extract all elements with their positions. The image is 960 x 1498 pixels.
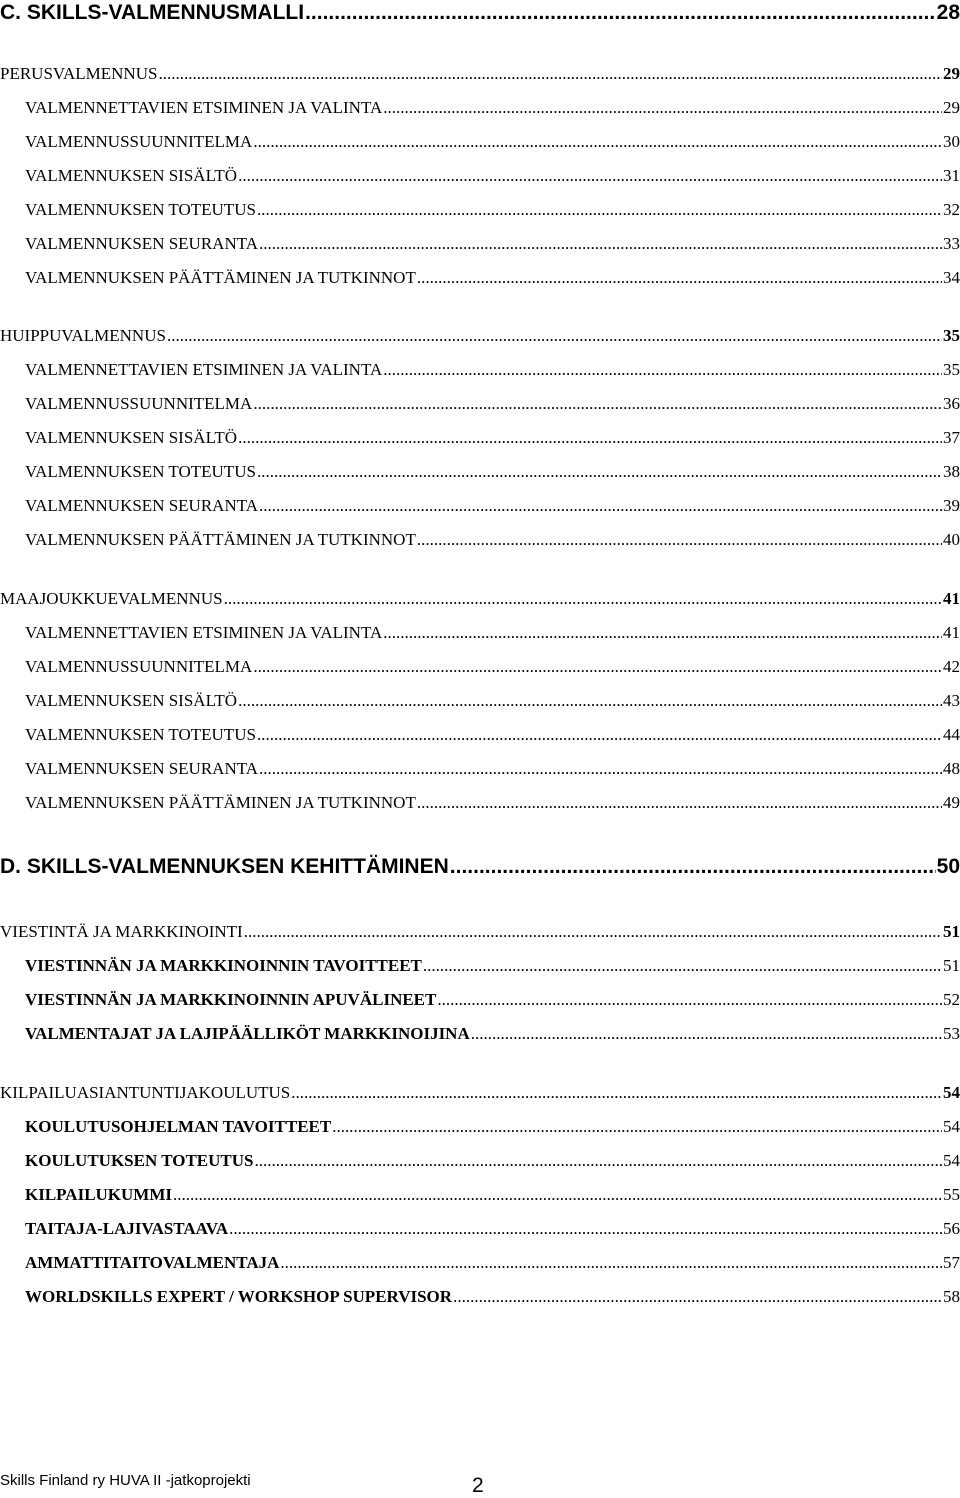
toc-leader	[238, 691, 942, 711]
toc-page-number: 54	[943, 1117, 960, 1136]
toc-entry[interactable]	[25, 1185, 960, 1205]
toc-entry[interactable]	[25, 1151, 960, 1171]
toc-leader	[259, 496, 942, 516]
toc-page-number: 29	[943, 64, 960, 83]
toc-page-number: 36	[943, 394, 960, 413]
toc-entry[interactable]	[25, 759, 960, 779]
toc-chapter-kilpailu[interactable]	[0, 1083, 960, 1103]
toc-label: VALMENNUKSEN PÄÄTTÄMINEN JA TUTKINNOT	[25, 268, 416, 287]
toc-section-d[interactable]	[0, 855, 960, 879]
toc-entry[interactable]	[25, 956, 960, 976]
toc-page-number: 29	[943, 98, 960, 117]
toc-leader	[224, 589, 942, 609]
toc-leader	[332, 1117, 942, 1137]
toc-leader	[259, 234, 942, 254]
toc-chapter-huippuvalmennus[interactable]	[0, 326, 960, 346]
toc-label: VALMENNETTAVIEN ETSIMINEN JA VALINTA	[25, 623, 383, 642]
footer-text: Skills Finland ry HUVA II -jatkoprojekti	[0, 1472, 251, 1489]
toc-label: MAAJOUKKUEVALMENNUS	[0, 589, 223, 608]
toc-label: WORLDSKILLS EXPERT / WORKSHOP SUPERVISOR	[25, 1287, 453, 1306]
toc-leader	[417, 530, 942, 550]
toc-label: VALMENNUSSUUNNITELMA	[25, 132, 253, 151]
toc-entry[interactable]	[25, 657, 960, 677]
toc-page-number: 31	[943, 166, 960, 185]
toc-leader	[453, 1287, 942, 1307]
toc-entry[interactable]	[25, 166, 960, 186]
toc-label: KOULUTUKSEN TOTEUTUS	[25, 1151, 254, 1170]
toc-page-number: 40	[943, 530, 960, 549]
toc-label: VALMENNUSSUUNNITELMA	[25, 657, 253, 676]
toc-entry[interactable]	[25, 462, 960, 482]
toc-leader	[423, 956, 942, 976]
toc-page-number: 56	[943, 1219, 960, 1238]
toc-page-number: 41	[943, 623, 960, 642]
toc-entry[interactable]	[25, 234, 960, 254]
toc-page-number: 34	[943, 268, 960, 287]
toc-page-number: 30	[943, 132, 960, 151]
toc-entry[interactable]	[25, 725, 960, 745]
toc-entry[interactable]	[25, 1024, 960, 1044]
toc-label: VALMENNUSSUUNNITELMA	[25, 394, 253, 413]
toc-label: C. SKILLS-VALMENNUSMALLI	[0, 1, 305, 24]
toc-entry[interactable]	[25, 200, 960, 220]
toc-label: VALMENNUKSEN SISÄLTÖ	[25, 166, 238, 185]
toc-leader	[437, 990, 942, 1010]
toc-label: VALMENNUKSEN TOTEUTUS	[25, 200, 256, 219]
toc-label: VALMENNETTAVIEN ETSIMINEN JA VALINTA	[25, 360, 383, 379]
toc-label: HUIPPUVALMENNUS	[0, 326, 166, 345]
toc-page-number: 55	[943, 1185, 960, 1204]
toc-entry[interactable]	[25, 1219, 960, 1239]
toc-entry[interactable]	[25, 623, 960, 643]
toc-page-number: 57	[943, 1253, 960, 1272]
toc-leader	[257, 200, 942, 220]
toc-leader	[259, 759, 942, 779]
toc-page-number: 41	[943, 589, 960, 608]
toc-entry[interactable]	[25, 268, 960, 288]
toc-page-number: 35	[943, 360, 960, 379]
toc-leader	[383, 98, 942, 118]
toc-leader	[167, 326, 942, 346]
toc-page-number: 37	[943, 428, 960, 447]
toc-label: VALMENNUKSEN PÄÄTTÄMINEN JA TUTKINNOT	[25, 530, 416, 549]
toc-label: D. SKILLS-VALMENNUKSEN KEHITTÄMINEN	[0, 855, 449, 878]
toc-entry[interactable]	[25, 1253, 960, 1273]
toc-label: TAITAJA-LAJIVASTAAVA	[25, 1219, 229, 1238]
toc-page-number: 54	[943, 1151, 960, 1170]
toc-label: VALMENNETTAVIEN ETSIMINEN JA VALINTA	[25, 98, 383, 117]
toc-page-number: 38	[943, 462, 960, 481]
toc-leader	[253, 132, 942, 152]
toc-page-number: 54	[943, 1083, 960, 1102]
toc-leader	[417, 268, 942, 288]
toc-label: VIESTINTÄ JA MARKKINOINTI	[0, 922, 243, 941]
toc-leader	[291, 1083, 942, 1103]
toc-label: KOULUTUSOHJELMAN TAVOITTEET	[25, 1117, 332, 1136]
toc-label: AMMATTITAITOVALMENTAJA	[25, 1253, 280, 1272]
toc-chapter-perusvalmennus[interactable]	[0, 64, 960, 84]
toc-leader	[254, 1151, 942, 1171]
toc-label: VALMENNUKSEN TOTEUTUS	[25, 725, 256, 744]
toc-entry[interactable]	[25, 98, 960, 118]
toc-label: VIESTINNÄN JA MARKKINOINNIN APUVÄLINEET	[25, 990, 437, 1009]
toc-page-number: 33	[943, 234, 960, 253]
toc-entry[interactable]	[25, 1117, 960, 1137]
toc-entry[interactable]	[25, 496, 960, 516]
toc-page-number: 51	[943, 956, 960, 975]
toc-section-c[interactable]	[0, 1, 960, 25]
toc-leader	[417, 793, 942, 813]
toc-page-number: 58	[943, 1287, 960, 1306]
toc-entry[interactable]	[25, 360, 960, 380]
toc-leader	[450, 855, 936, 879]
toc-leader	[257, 725, 942, 745]
toc-leader	[253, 657, 942, 677]
toc-chapter-maajoukkuevalmennus[interactable]	[0, 589, 960, 609]
toc-leader	[305, 1, 936, 25]
toc-label: VIESTINNÄN JA MARKKINOINNIN TAVOITTEET	[25, 956, 422, 975]
toc-leader	[471, 1024, 942, 1044]
toc-page-number: 44	[943, 725, 960, 744]
toc-entry[interactable]	[25, 530, 960, 550]
toc-leader	[280, 1253, 942, 1273]
toc-entry[interactable]	[25, 1287, 960, 1307]
toc-page-number: 32	[943, 200, 960, 219]
toc-entry[interactable]	[25, 394, 960, 414]
toc-leader	[238, 428, 942, 448]
toc-page-number: 51	[943, 922, 960, 941]
toc-page-number: 49	[943, 793, 960, 812]
toc-leader	[238, 166, 942, 186]
footer-page-number: 2	[472, 1474, 484, 1497]
toc-leader	[173, 1185, 942, 1205]
toc-leader	[257, 462, 942, 482]
toc-label: VALMENTAJAT JA LAJIPÄÄLLIKÖT MARKKINOIJINA	[25, 1024, 470, 1043]
toc-leader	[383, 360, 942, 380]
toc-page-number: 52	[943, 990, 960, 1009]
toc-entry[interactable]	[25, 132, 960, 152]
toc-label: PERUSVALMENNUS	[0, 64, 158, 83]
toc-entry[interactable]	[25, 793, 960, 813]
toc-page-number: 42	[943, 657, 960, 676]
toc-page-number: 43	[943, 691, 960, 710]
toc-page-number: 39	[943, 496, 960, 515]
toc-label: VALMENNUKSEN SISÄLTÖ	[25, 428, 238, 447]
toc-label: VALMENNUKSEN PÄÄTTÄMINEN JA TUTKINNOT	[25, 793, 416, 812]
toc-entry[interactable]	[25, 990, 960, 1010]
toc-entry[interactable]	[25, 428, 960, 448]
toc-leader	[158, 64, 942, 84]
toc-leader	[253, 394, 942, 414]
toc-label: VALMENNUKSEN SISÄLTÖ	[25, 691, 238, 710]
toc-label: VALMENNUKSEN SEURANTA	[25, 496, 259, 515]
toc-leader	[383, 623, 942, 643]
toc-page-number: 28	[936, 1, 960, 24]
toc-leader	[244, 922, 942, 942]
toc-leader	[229, 1219, 942, 1239]
toc-page-number: 48	[943, 759, 960, 778]
toc-page-number: 35	[943, 326, 960, 345]
toc-label: VALMENNUKSEN SEURANTA	[25, 234, 259, 253]
toc-label: KILPAILUKUMMI	[25, 1185, 173, 1204]
toc-entry[interactable]	[25, 691, 960, 711]
toc-label: KILPAILUASIANTUNTIJAKOULUTUS	[0, 1083, 291, 1102]
toc-label: VALMENNUKSEN SEURANTA	[25, 759, 259, 778]
toc-page-number: 53	[943, 1024, 960, 1043]
toc-page-number: 50	[936, 855, 960, 878]
toc-label: VALMENNUKSEN TOTEUTUS	[25, 462, 256, 481]
toc-chapter-viestinta[interactable]	[0, 922, 960, 942]
